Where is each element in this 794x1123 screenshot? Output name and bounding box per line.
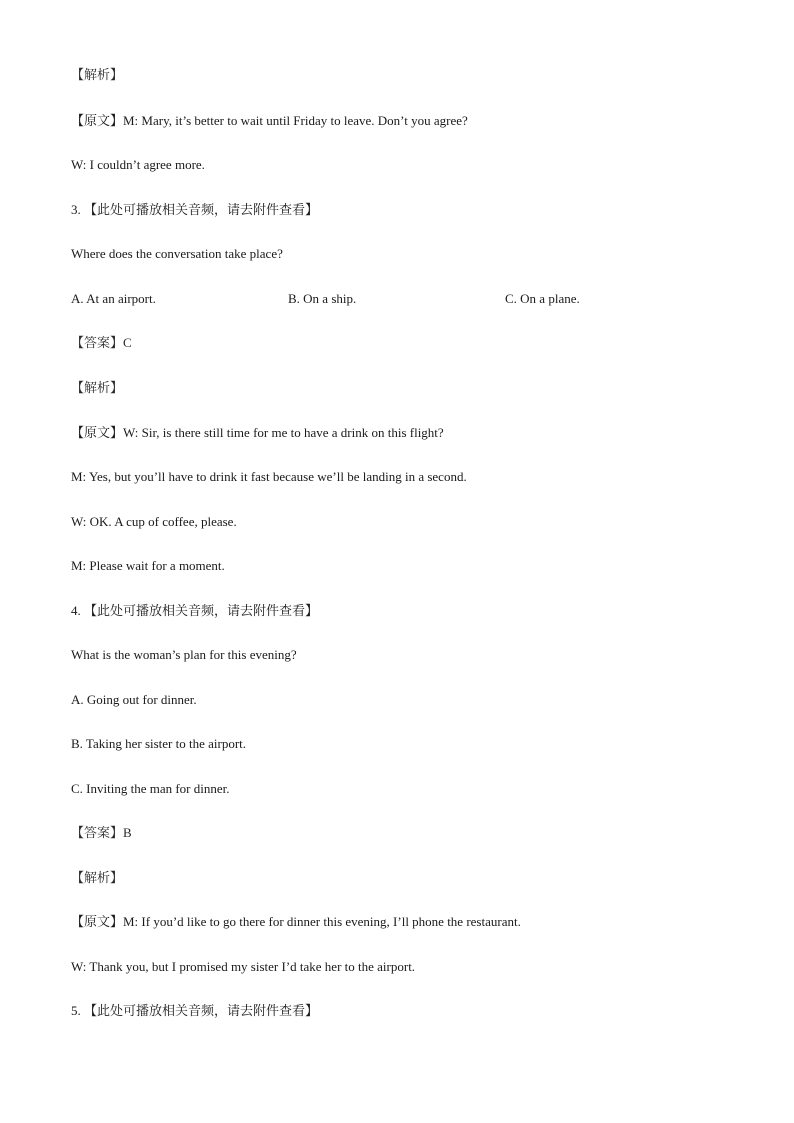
transcript-line: 【原文】W: Sir, is there still time for me to have a drink on this flight? (71, 425, 444, 440)
option-a: A. At an airport. (71, 291, 156, 306)
analysis-label: 【解析】 (71, 870, 124, 885)
question-3-options (71, 290, 671, 308)
answer-label: 【答案】B (71, 825, 132, 840)
transcript-line: M: Please wait for a moment. (71, 558, 225, 573)
question-5-header: 5. 【此处可播放相关音频，请去附件查看】 (71, 1003, 319, 1018)
option-a: A. Going out for dinner. (71, 692, 197, 707)
analysis-label: 【解析】 (71, 67, 124, 82)
option-c: C. On a plane. (505, 291, 580, 306)
option-b: B. Taking her sister to the airport. (71, 736, 247, 751)
question-4-header: 4. 【此处可播放相关音频，请去附件查看】 (71, 603, 319, 618)
transcript-line: 【原文】M: If you’d like to go there for dinner this evening, I’ll phone the restaurant. (71, 914, 521, 929)
option-c: C. Inviting the man for dinner. (71, 781, 230, 796)
transcript-line: W: I couldn’t agree more. (71, 157, 205, 172)
transcript-line: W: Thank you, but I promised my sister I’d take her to the airport. (71, 959, 416, 974)
transcript-line: M: Yes, but you’ll have to drink it fast because we’ll be landing in a second. (71, 469, 467, 484)
question-3-text: Where does the conversation take place? (71, 246, 283, 261)
question-4-text: What is the woman’s plan for this evening? (71, 647, 297, 662)
transcript-line: W: OK. A cup of coffee, please. (71, 514, 237, 529)
analysis-label: 【解析】 (71, 380, 124, 395)
option-b: B. On a ship. (288, 291, 357, 306)
question-3-header: 3. 【此处可播放相关音频，请去附件查看】 (71, 202, 319, 217)
answer-label: 【答案】C (71, 335, 132, 350)
transcript-line: 【原文】M: Mary, it’s better to wait until Friday to leave. Don’t you agree? (71, 113, 468, 128)
